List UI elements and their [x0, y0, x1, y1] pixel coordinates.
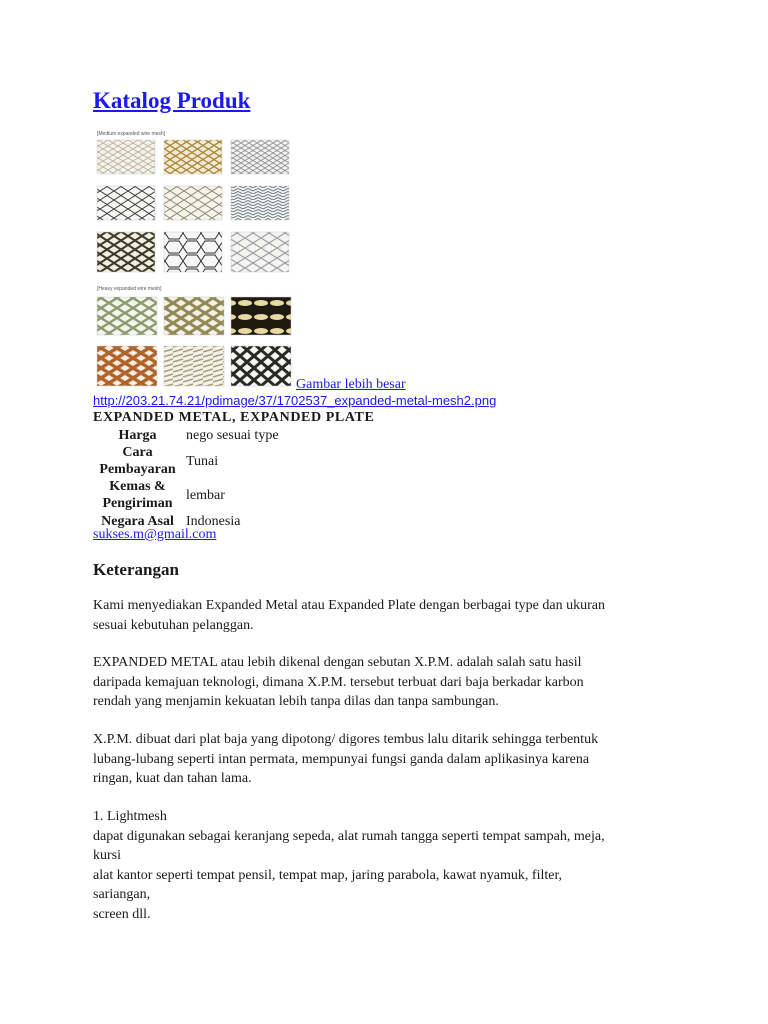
text-line: daripada kemajuan teknologi, dimana X.P.M. tersebut terbuat dari baja berkadar karbon: [93, 674, 584, 690]
spec-label: Kemas & Pengiriman: [102, 479, 173, 511]
image-url-link[interactable]: http://203.21.74.21/pdimage/37/1702537_expanded-metal-mesh2.png: [93, 393, 497, 408]
larger-image-link[interactable]: Gambar lebih besar: [296, 377, 406, 392]
text-line: rendah yang menjamin kekuatan lebih tanpa dilas dan tanpa sambungan.: [93, 694, 499, 709]
description-paragraph-3: [93, 730, 678, 789]
text-line: dapat digunakan sebagai keranjang sepeda, alat rumah tangga seperti tempat sampah, meja,: [93, 828, 605, 844]
heavy-mesh-caption: [Heavy expanded wire mesh]: [97, 286, 162, 292]
contact-email-link[interactable]: sukses.m@gmail.com: [93, 527, 217, 542]
spec-row: [93, 426, 279, 444]
text-line: ringan, kuat dan tahan lama.: [93, 771, 252, 786]
catalog-title-link[interactable]: Katalog Produk: [93, 88, 251, 113]
product-image[interactable]: [93, 128, 296, 392]
spec-label: Negara Asal: [101, 513, 174, 529]
description-paragraph-2: [93, 653, 678, 712]
text-line: X.P.M. dibuat dari plat baja yang dipotong/ digores tembus lalu ditarik sehingga terbentuk: [93, 732, 599, 747]
text-line: alat kantor seperti tempat pensil, tempat map, jaring parabola, kawat nyamuk, filter,: [93, 867, 563, 883]
spec-value: nego sesuai type: [186, 427, 279, 443]
spec-value: Indonesia: [186, 513, 241, 529]
page-title[interactable]: [93, 86, 250, 116]
spec-value: lembar: [186, 487, 225, 503]
product-name: EXPANDED METAL, EXPANDED PLATE: [93, 410, 375, 425]
text-line: screen dll.: [93, 906, 151, 922]
spec-row: [93, 478, 279, 512]
spec-label: Harga: [118, 427, 157, 443]
description-paragraph-4: [93, 807, 678, 924]
text-line: sariangan,: [93, 887, 151, 902]
text-line: 1. Lightmesh: [93, 809, 167, 824]
description-paragraph-1: [93, 596, 678, 635]
medium-mesh-caption: [Medium expanded wire mesh]: [97, 131, 166, 137]
spec-row: [93, 444, 279, 478]
spec-label: Cara Pembayaran: [99, 445, 176, 477]
text-line: sesuai kebutuhan pelanggan.: [93, 617, 254, 633]
text-line: kursi: [93, 848, 121, 863]
spec-value: Tunai: [186, 453, 219, 469]
text-line: Kami menyediakan Expanded Metal atau Expanded Plate dengan berbagai type dan ukuran: [93, 598, 605, 613]
text-line: EXPANDED METAL atau lebih dikenal dengan sebutan X.P.M. adalah salah satu hasil: [93, 655, 582, 670]
description-heading: Keterangan: [93, 560, 179, 579]
text-line: lubang-lubang seperti intan permata, mempunyai fungsi ganda dalam aplikasinya karena: [93, 751, 590, 767]
spec-table: [93, 426, 279, 530]
